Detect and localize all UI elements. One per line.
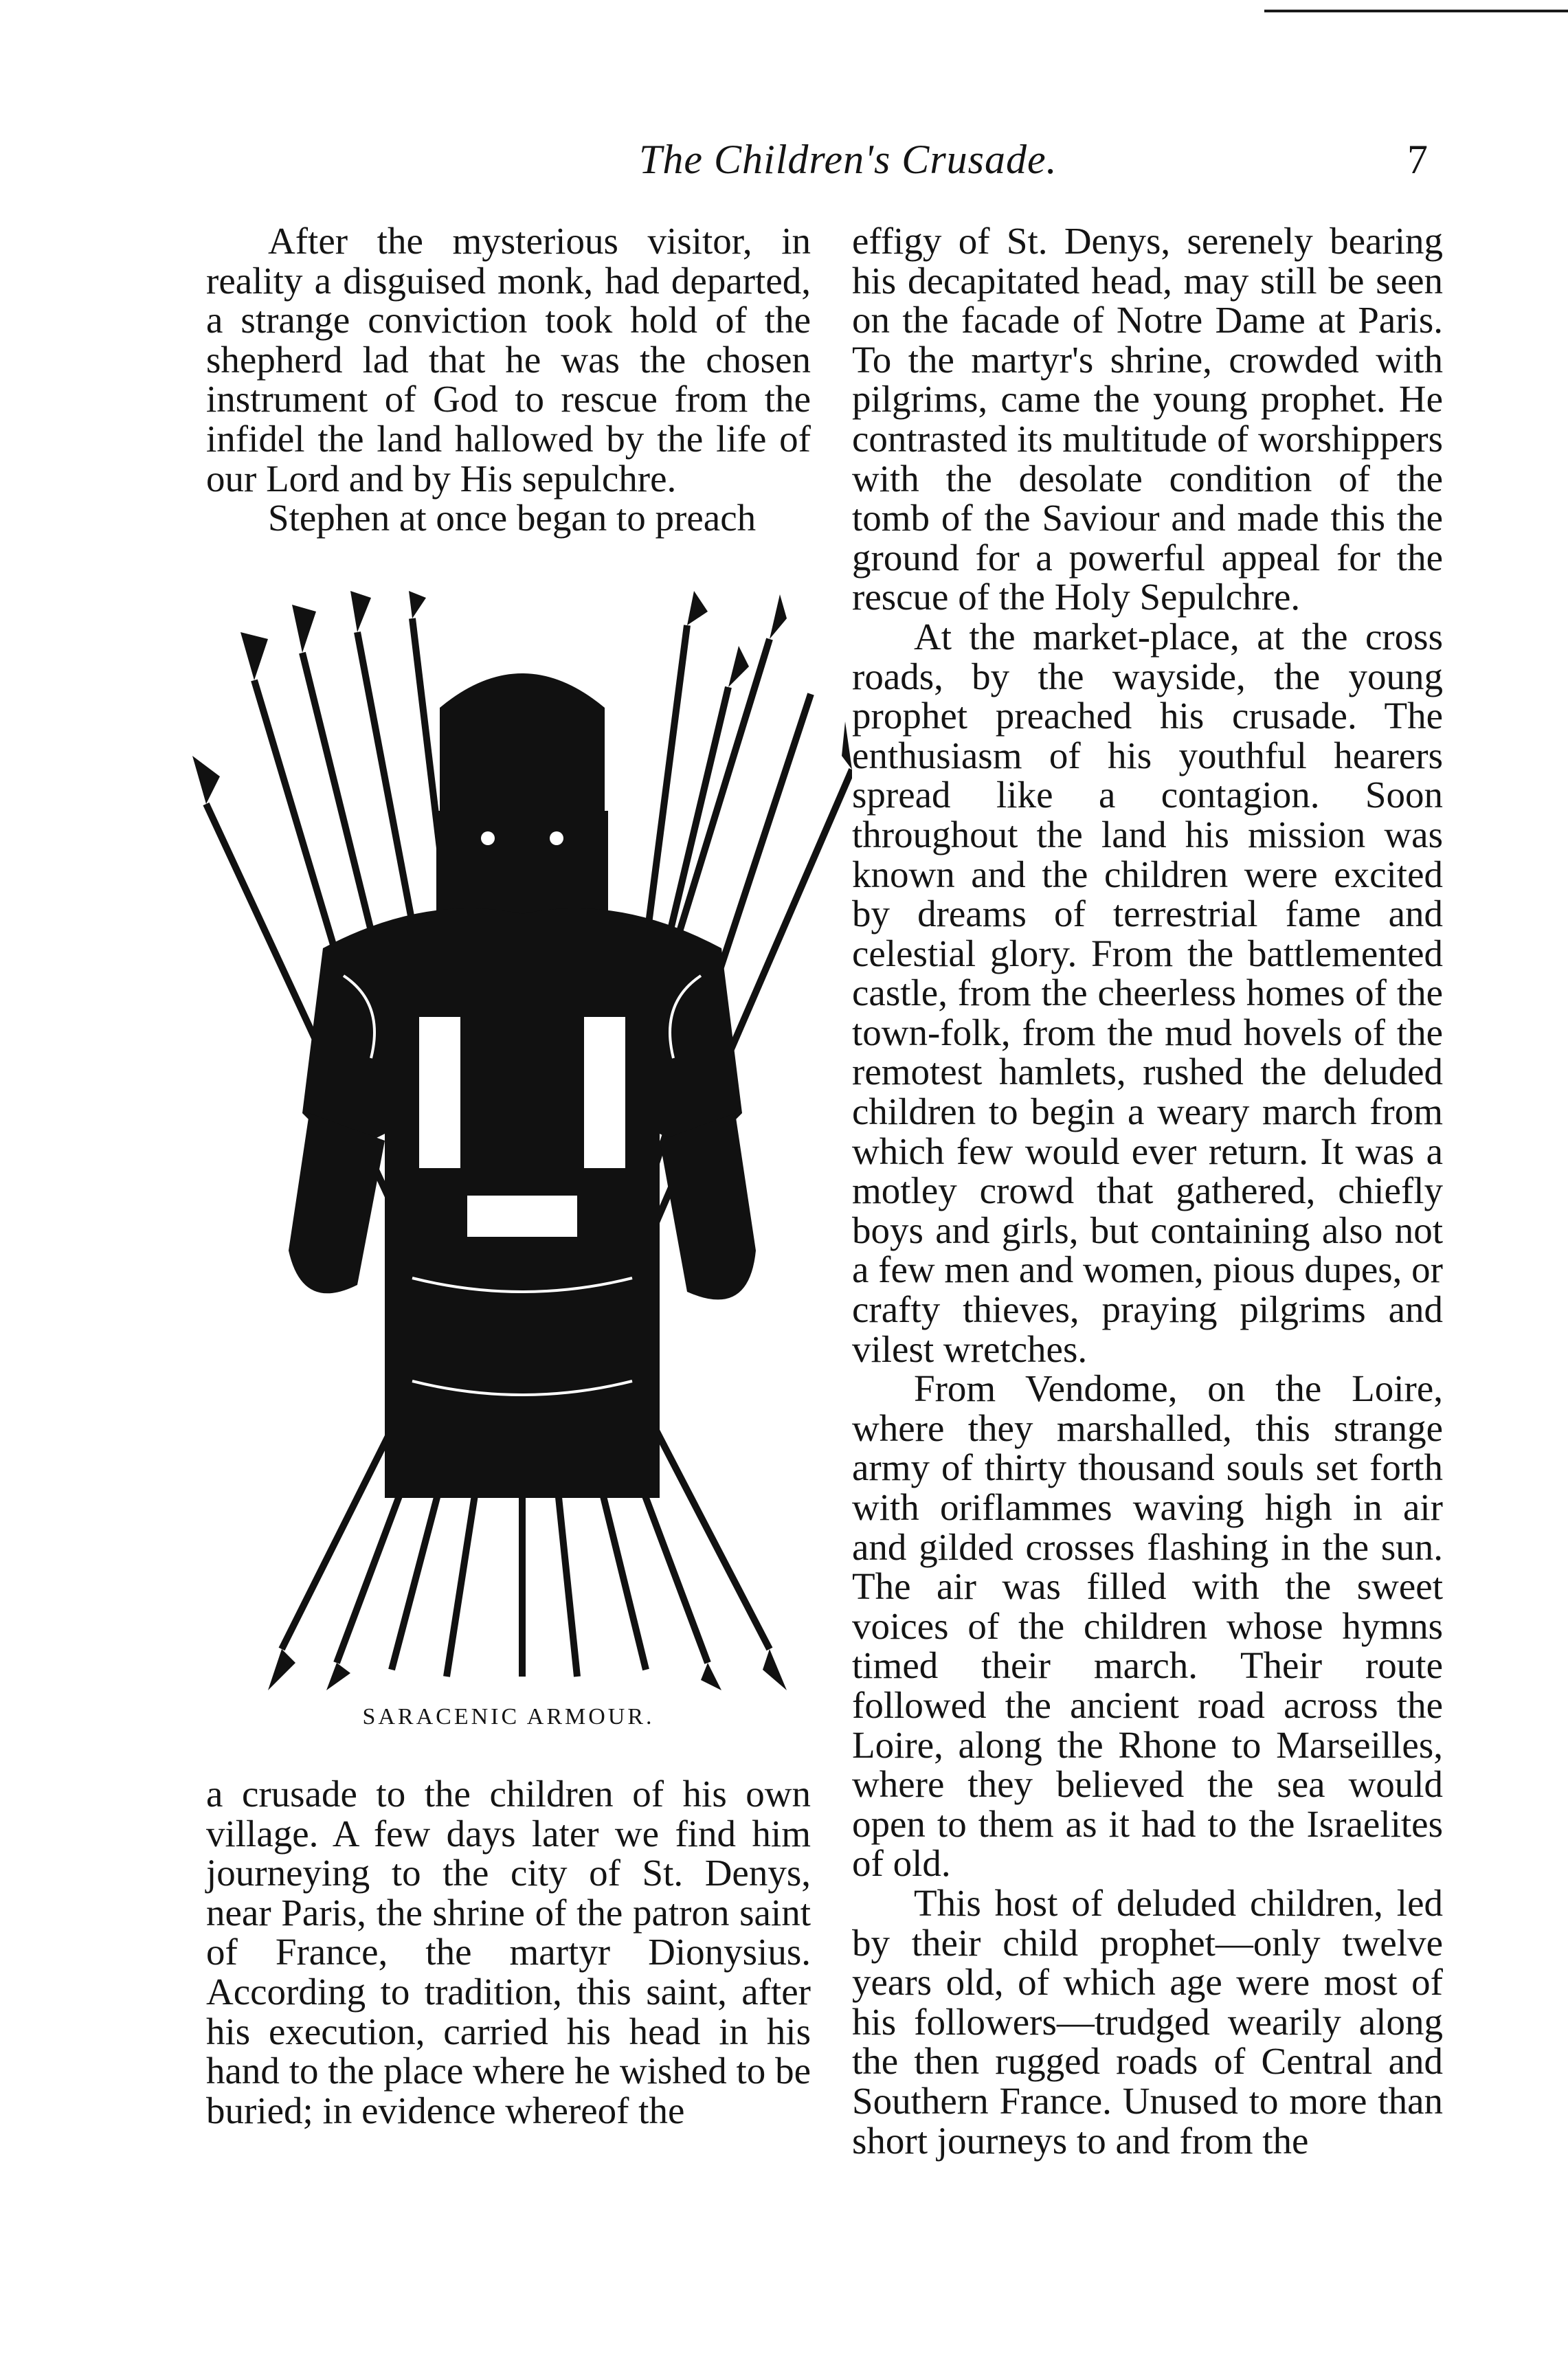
paragraph: From Vendome, on the Loire, where they marshalled, this strange army of thirty thousand souls set forth with oriflammes waving high in air and gilded crosses flashing in the sun. The air was filled with the sweet voices of the children whose hymns timed their march. Their route followed the ancient road across the Loire, along the Rhone to Marseilles, where they believed the sea would open to them as it had to the Israelites of old. (852, 1367, 1443, 1885)
top-rule (1264, 10, 1568, 12)
running-title: The Children's Crusade. (639, 137, 1057, 182)
paragraph: This host of deluded children, led by their child prophet—only twelve years old, of which age were most of his followers—trudged wearily along the then rugged roads of Central and Southern France. Unused to more than short journeys to and from the (852, 1881, 1443, 2162)
paragraph: effigy of St. Denys, serenely bearing his decapitated head, may still be seen on the facade of Notre Dame at Paris. To the martyr's shrine, crowded with pilgrims, came the young prophet. He contrasted its multitude of worshippers with the desolate condition of the tomb of the Saviour and made this the ground for a powerful appeal for the rescue of the Holy Sepulchre. (852, 220, 1443, 618)
paragraph: Stephen at once began to preach (268, 497, 757, 539)
left-column-bottom (206, 1774, 811, 2130)
armour-illustration (165, 591, 852, 1690)
figure-caption: SARACENIC ARMOUR. (362, 1704, 655, 1729)
paragraph: At the market-place, at the cross roads, by the wayside, the young prophet preached his crusade. The enthusiasm of his youthful hearers spread like a contagion. Soon throughout the land his mission was known and the children were excited by dreams of terrestrial fame and celestial glory. From the battlemented castle, from the cheerless homes of the town-folk, from the mud hovels of the remotest hamlets, rushed the deluded children to begin a weary march from which few would ever return. It was a motley crowd that gathered, chiefly boys and girls, but containing also not a few men and women, pious dupes, or crafty thieves, praying pilgrims and vilest wretches. (852, 615, 1443, 1370)
paragraph: a crusade to the children of his own village. A few days later we find him journeying to the city of St. Denys, near Paris, the shrine of the patron saint of France, the martyr Dionysius. According to tradition, this saint, after his execution, carried his head in his hand to the place where he wished to be buried; in evidence whereof the (206, 1773, 811, 2131)
left-column-top (206, 221, 811, 538)
right-column (852, 221, 1443, 2160)
page-number: 7 (1407, 137, 1428, 182)
paragraph: After the mysterious visitor, in reality a disguised monk, had departed, a strange conviction took hold of the shepherd lad that he was the chosen instrument of God to rescue from the infidel the land hallowed by the life of our Lord and by His sepulchre. (206, 220, 811, 500)
page-header (0, 136, 1568, 198)
saracenic-armour-figure (165, 591, 852, 1800)
